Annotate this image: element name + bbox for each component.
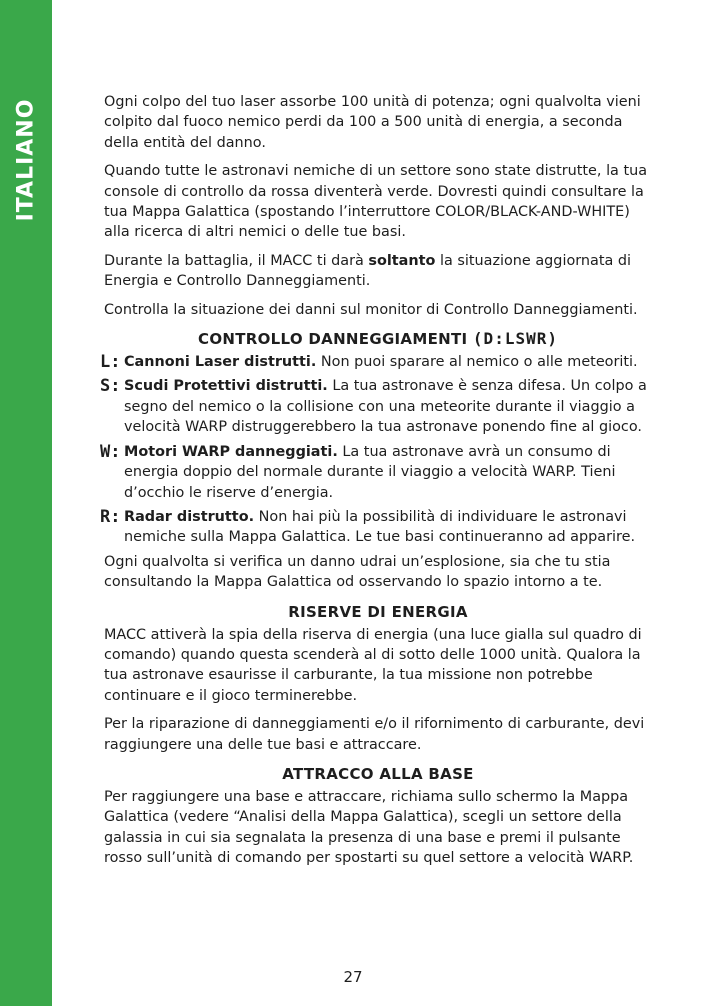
battle-paragraph xyxy=(104,251,652,292)
damage-control-title: CONTROLLO DANNEGGIAMENTI xyxy=(198,330,473,349)
battle-text-after: la situazione aggiornata di Energia e Controllo Danneggiamenti. xyxy=(104,252,632,290)
battle-text-before: Durante la battaglia, il MACC ti darà xyxy=(104,252,369,269)
damage-title: Cannoni Laser distrutti. xyxy=(124,354,317,371)
damage-item-laser xyxy=(100,352,652,373)
damage-item-warp xyxy=(100,441,652,503)
damage-text: La tua astronave è senza difesa. Un colpo a segno del nemico o la collisione con una meteorite durante il viaggio a velocità WARP distruggerebbero la tua astronave ponendo fine al gioco. xyxy=(124,378,647,436)
docking-heading: ATTRACCO ALLA BASE xyxy=(282,764,474,783)
damage-text: Non hai più la possibilità di individuare le astronavi nemiche sulla Mappa Galattica. Le tue basi continueranno ad apparire. xyxy=(124,508,636,546)
explosion-paragraph: Ogni qualvolta si verifica un danno udrai un’esplosione, sia che tu stia consultando la Mappa Galattica od osservando lo spazio intorno a te. xyxy=(104,553,611,591)
damage-key: L: xyxy=(100,352,121,373)
page-number: 27 xyxy=(343,968,363,986)
laser-energy-paragraph: Ogni colpo del tuo laser assorbe 100 unità di potenza; ogni qualvolta vieni colpito dal fuoco nemico perdi da 100 a 500 unità di energia, a seconda della entità del danno. xyxy=(104,94,641,151)
damage-key: R: xyxy=(100,506,121,527)
damage-text: Non puoi sparare al nemico o alle meteoriti. xyxy=(316,354,638,371)
language-label: ITALIANO xyxy=(13,98,39,222)
energy-warning-paragraph: MACC attiverà la spia della riserva di energia (una luce gialla sul quadro di comando) quando questa scenderà al di sotto delle 1000 unità. Qualora la tua astronave esaurisse il carburante, la tua missione non potrebbe continuare e il gioco terminerebbe. xyxy=(104,626,642,704)
damage-title: Motori WARP danneggiati. xyxy=(124,443,338,460)
damage-key: W: xyxy=(100,441,121,462)
docking-paragraph: Per raggiungere una base e attraccare, richiama sullo schermo la Mappa Galattica (vedere “Analisi della Mappa Galattica), scegli un settore della galassia in cui sia segnalata la presenza di una base e premi il pulsante rosso sull’unità di comando per spostarti su quel settore a velocità WARP. xyxy=(104,788,634,867)
language-side-tab xyxy=(0,0,52,1006)
damage-item-radar xyxy=(100,506,652,548)
damage-title: Scudi Protettivi distrutti. xyxy=(124,378,328,395)
damage-text: La tua astronave avrà un consumo di energia doppio del normale durante il viaggio a velocità WARP. Tieni d’occhio le riserve d’energia. xyxy=(124,443,616,501)
damage-item-shields xyxy=(100,376,652,437)
monitor-paragraph: Controlla la situazione dei danni sul monitor di Controllo Danneggiamenti. xyxy=(104,301,638,318)
battle-emphasis: soltanto xyxy=(368,252,436,269)
sector-cleared-paragraph: Quando tutte le astronavi nemiche di un settore sono state distrutte, la tua console di controllo da rossa diventerà verde. Dovresti quindi consultare la tua Mappa Galattica (spostando l’interruttore COLOR/BLACK-AND-WHITE) alla ricerca di altri nemici o delle tue basi. xyxy=(104,163,648,241)
energy-heading: RISERVE DI ENERGIA xyxy=(288,602,468,621)
damage-title: Radar distrutto. xyxy=(124,508,255,525)
manual-page xyxy=(100,92,652,877)
damage-control-heading xyxy=(104,328,652,350)
repair-paragraph: Per la riparazione di danneggiamenti e/o il rifornimento di carburante, devi raggiungere una delle tue basi e attraccare. xyxy=(104,716,645,753)
damage-key: S: xyxy=(100,376,121,397)
damage-control-code: (D:LSWR) xyxy=(472,329,558,349)
